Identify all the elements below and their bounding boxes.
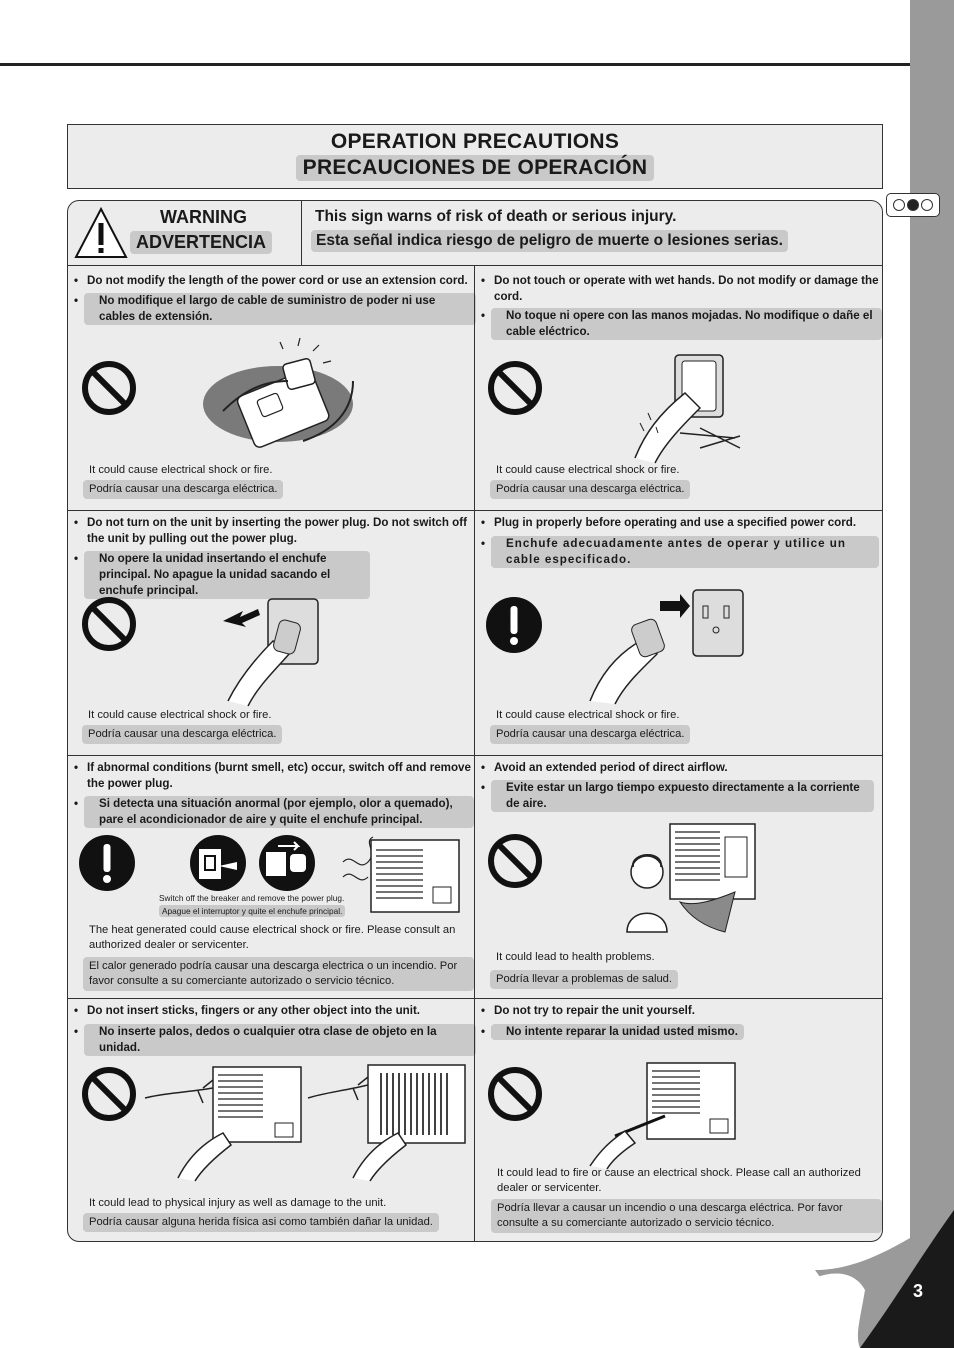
warning-label: WARNING: [160, 207, 247, 227]
prohibition-icon: [80, 595, 138, 653]
consequence-note: It could lead to fire or cause an electrical shock. Please call an authorized dealer or servicenter.: [497, 1167, 861, 1194]
prohibition-icon: [80, 359, 138, 417]
precaution-cell: [474, 755, 882, 998]
precaution-text: • Avoid an extended period of direct airflow.: [479, 760, 879, 776]
air-conditioner-smoke-illustration: [338, 832, 463, 917]
language-tab: [886, 193, 940, 217]
warning-description-spanish: Esta señal indica riesgo de peligro de muerte o lesiones serias.: [311, 230, 788, 252]
precaution-cell: [68, 510, 474, 755]
prohibition-icon: [486, 359, 544, 417]
divider: [301, 201, 302, 265]
consequence-note: It could cause electrical shock or fire.: [89, 464, 273, 476]
consequence-note-spanish: Podría causar alguna herida física asi como también dañar la unidad.: [83, 1213, 439, 1232]
consequence-note: It could cause electrical shock or fire.: [496, 709, 680, 721]
consequence-note-spanish: Podría causar una descarga eléctrica.: [83, 480, 283, 499]
precaution-text-spanish: • No inserte palos, dedos o cualquier otra clase de objeto en la unidad.: [84, 1024, 476, 1056]
precaution-cell: [474, 510, 882, 755]
consequence-note: It could lead to health problems.: [496, 951, 655, 963]
insert-object-illustration: [143, 1063, 468, 1178]
unplug-hand-illustration: [218, 591, 328, 701]
page-title-spanish: PRECAUCIONES DE OPERACIÓN: [296, 155, 655, 181]
warning-label-spanish: ADVERTENCIA: [130, 231, 272, 254]
prohibition-icon: [80, 1065, 138, 1123]
prohibition-icon: [486, 832, 544, 890]
precaution-text-spanish: • No opere la unidad insertando el enchufe principal. No apague la unidad sacando el enchufe principal.: [84, 551, 370, 599]
warning-header: [68, 201, 882, 266]
consequence-note: It could cause electrical shock or fire.: [88, 709, 272, 721]
prohibition-icon: [486, 1065, 544, 1123]
precautions-panel: [67, 200, 883, 1242]
consequence-note: It could cause electrical shock or fire.: [496, 464, 680, 476]
precaution-text-spanish: • No intente reparar la unidad usted mismo.: [491, 1024, 744, 1040]
precaution-cell: [68, 265, 474, 510]
precaution-text-spanish: • No modifique el largo de cable de suministro de poder ni use cables de extensión.: [84, 293, 476, 325]
page-number: 3: [913, 1281, 924, 1301]
consequence-note: It could lead to physical injury as well as damage to the unit.: [89, 1197, 387, 1209]
consequence-note: The heat generated could cause electrical shock or fire. Please consult an authorized dealer or servicenter.: [89, 924, 456, 951]
repair-screwdriver-illustration: [585, 1061, 735, 1166]
illustration-caption: Switch off the breaker and remove the power plug.: [159, 893, 345, 903]
consequence-note-spanish: Podría causar una descarga eléctrica.: [82, 725, 282, 744]
precaution-text: • Plug in properly before operating and use a specified power cord.: [479, 515, 879, 531]
precaution-text: • Do not touch or operate with wet hands. Do not modify or damage the cord.: [479, 273, 879, 305]
consequence-note-spanish: Podría llevar a problemas de salud.: [490, 970, 678, 989]
top-rule: [0, 63, 910, 66]
extension-cord-illustration: [203, 341, 363, 461]
precaution-text-spanish: • Evite estar un largo tiempo expuesto directamente a la corriente de aire.: [491, 780, 874, 812]
wet-hand-plug-illustration: [630, 353, 750, 463]
page-title: OPERATION PRECAUTIONS: [330, 130, 620, 153]
mandatory-icon: [78, 834, 136, 892]
precaution-cell: [474, 998, 882, 1241]
precaution-text: • Do not modify the length of the power cord or use an extension cord.: [72, 273, 472, 289]
precaution-text: • Do not turn on the unit by inserting the power plug. Do not switch off the unit by pulling out the power plug.: [72, 515, 472, 547]
precaution-text: • Do not insert sticks, fingers or any other object into the unit.: [72, 1003, 472, 1019]
precaution-text-spanish: • Enchufe adecuadamente antes de operar y utilice un cable especificado.: [491, 536, 879, 568]
precaution-cell: [68, 998, 474, 1241]
warning-triangle-icon: [74, 206, 128, 260]
consequence-note-spanish: Podría llevar a causar un incendio o una descarga eléctrica. Por favor consulte a su comerciante autorizado o servicio técnico.: [491, 1199, 882, 1233]
person-airflow-illustration: [625, 822, 765, 947]
remove-plug-icon: [258, 834, 316, 892]
consequence-note-spanish: Podría causar una descarga eléctrica.: [490, 480, 690, 499]
consequence-note-spanish: Podría causar una descarga eléctrica.: [490, 725, 690, 744]
mandatory-icon: [485, 596, 543, 654]
page-curl-corner: [815, 1210, 954, 1348]
title-box: [67, 124, 883, 189]
breaker-switch-icon: [189, 834, 247, 892]
precaution-cell: [68, 755, 474, 998]
precaution-text: • If abnormal conditions (burnt smell, etc) occur, switch off and remove the power plug.: [72, 760, 472, 792]
illustration-caption-spanish: Apague el interruptor y quite el enchufe principal.: [159, 905, 345, 917]
precaution-text-spanish: • No toque ni opere con las manos mojadas. No modifique o dañe el cable eléctrico.: [491, 308, 882, 340]
precaution-text: • Do not try to repair the unit yourself.: [479, 1003, 879, 1019]
plug-in-hand-illustration: [585, 586, 745, 706]
language-dot-icon: [907, 199, 919, 211]
consequence-note-spanish: El calor generado podría causar una descarga electrica o un incendio. Por favor consulte a su comerciante autorizado o servicio técnico.: [83, 957, 474, 991]
warning-description: This sign warns of risk of death or serious injury.: [315, 208, 677, 225]
language-dot-icon: [893, 199, 905, 211]
precaution-text-spanish: • Si detecta una situación anormal (por ejemplo, olor a quemado), pare el acondicionador de aire y quite el enchufe principal.: [84, 796, 474, 828]
language-dot-icon: [921, 199, 933, 211]
precaution-cell: [474, 265, 882, 510]
